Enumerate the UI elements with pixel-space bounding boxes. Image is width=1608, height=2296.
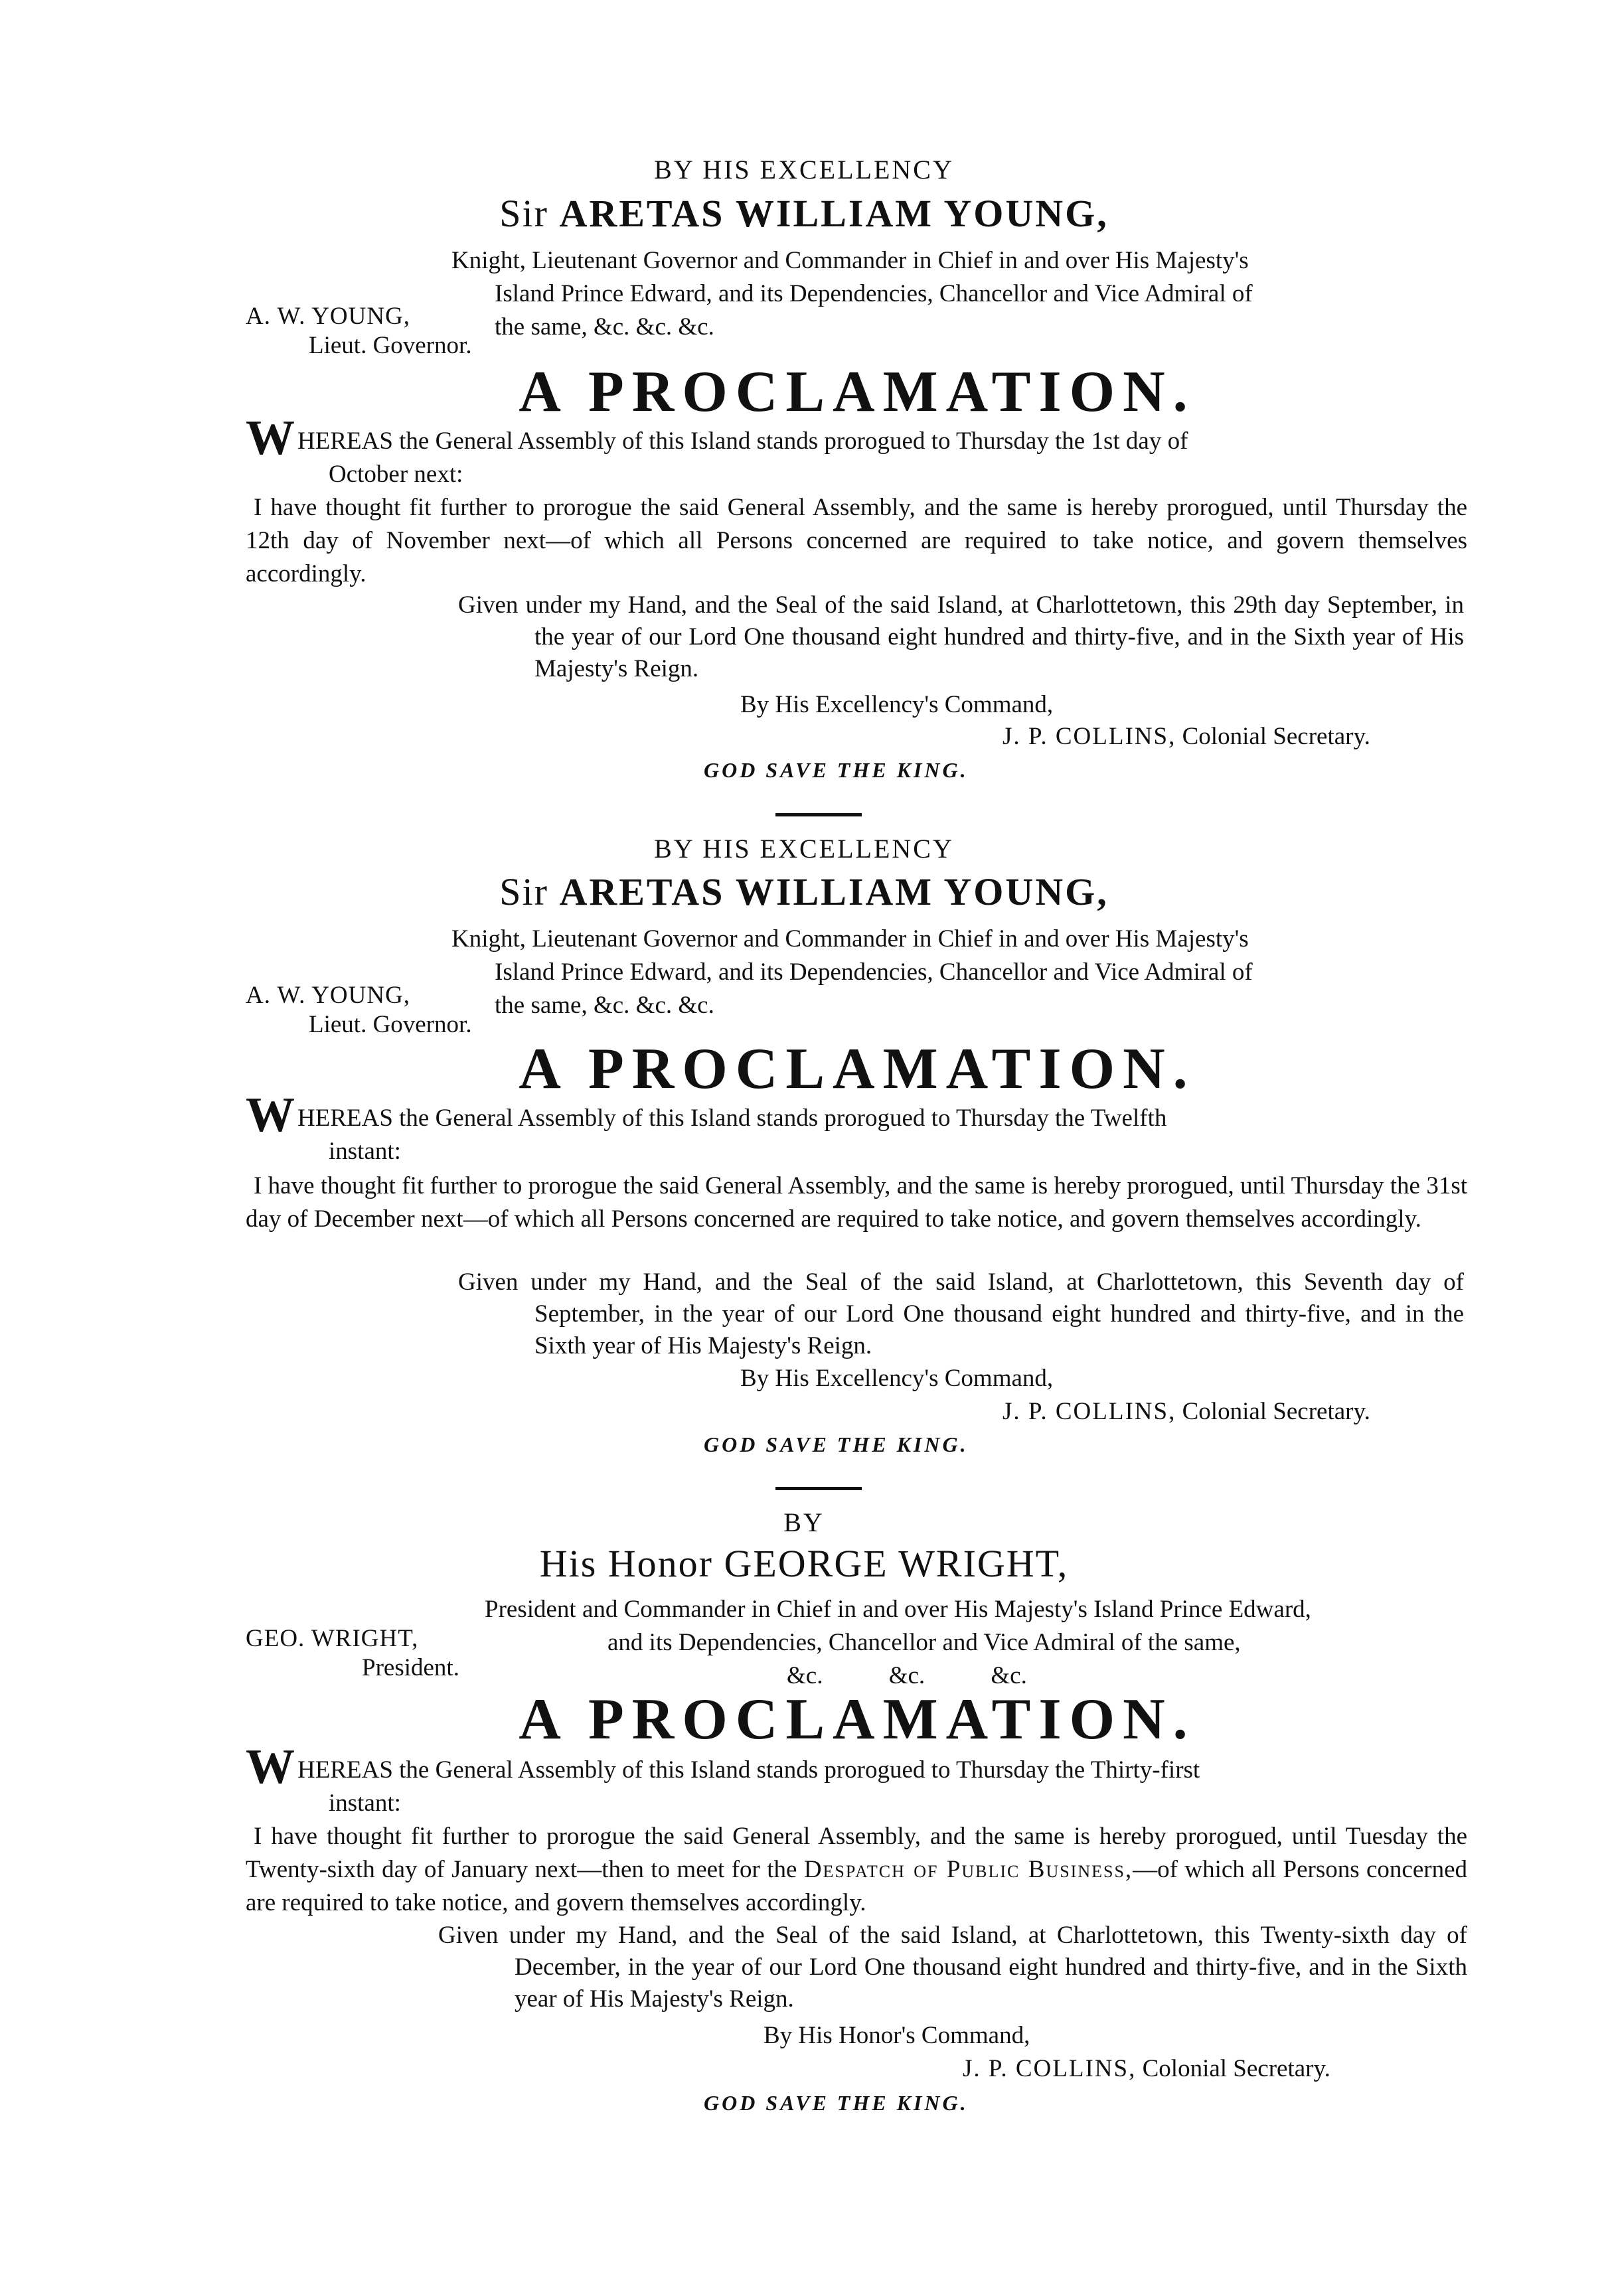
signature-name: A. W. YOUNG, (246, 303, 411, 330)
section-divider (775, 813, 862, 816)
titles-line: Knight, Lieutenant Governor and Commander in Chief in and over His Majesty's (451, 925, 1249, 953)
by-his-excellency: BY HIS EXCELLENCY (654, 155, 954, 185)
given-under-hand (438, 1920, 1467, 2015)
whereas-paragraph (246, 411, 1467, 491)
secretary-name: J. P. COLLINS, (1003, 1398, 1176, 1425)
whereas-drop-cap: W (246, 411, 295, 465)
signature (246, 981, 472, 1039)
whereas-drop-cap: W (246, 1740, 295, 1794)
signature-title: Lieut. Governor. (309, 1011, 472, 1038)
secretary-title: Colonial Secretary. (1182, 1398, 1370, 1425)
titles-line: President and Commander in Chief in and over His Majesty's Island Prince Edward, (485, 1596, 1311, 1623)
secretary (1003, 722, 1370, 751)
section-divider (775, 1487, 862, 1490)
whereas-paragraph (246, 1088, 1467, 1168)
signature-title: Lieut. Governor. (309, 332, 472, 359)
secretary-name: J. P. COLLINS, (1003, 723, 1176, 750)
name-prefix: Sir (499, 192, 548, 235)
titles-line: Island Prince Edward, and its Dependencies, Chancellor and Vice Admiral of (495, 958, 1253, 986)
secretary-name: J. P. COLLINS, (963, 2055, 1137, 2082)
proclamation-body: I have thought fit further to prorogue the said General Assembly, and the same is hereby prorogued, until Thursday the 12th day of November next—of which all Persons concerned are required to take notice, and govern themselves accordingly. (246, 494, 1467, 587)
secretary (963, 2054, 1330, 2083)
whereas-drop-cap: W (246, 1088, 295, 1142)
issuer-name (0, 870, 1608, 914)
god-save-the-king: GOD SAVE THE KING. (704, 758, 969, 782)
whereas-text: HEREAS the General Assembly of this Island stands prorogued to Thursday the Thirty-first (297, 1756, 1200, 1784)
proclamation-body: I have thought fit further to prorogue the said General Assembly, and the same is hereby prorogued, until Thursday the 31st day of December next—of which all Persons concerned are required to take notice, and govern themselves accordingly. (246, 1172, 1467, 1233)
issuer-titles (485, 1593, 1467, 1693)
whereas-line (246, 411, 1467, 465)
given-text: Given under my Hand, and the Seal of the said Island, at Charlottetown, this Twenty-sixth day of December, in the year of our Lord One thousand eight hundred and thirty-five, and in the Sixth year of His Majesty's Reign. (438, 1922, 1467, 2013)
whereas-continuation: instant: (329, 1138, 401, 1165)
issuer-titles (451, 244, 1467, 344)
given-text: Given under my Hand, and the Seal of the said Island, at Charlottetown, this Seventh day of September, in the year of our Lord One thousand eight hundred and thirty-five, and in the Sixth year of His Majesty's Reign. (458, 1268, 1464, 1359)
god-save-the-king: GOD SAVE THE KING. (704, 1432, 969, 1456)
whereas-continuation: instant: (329, 1790, 401, 1817)
signature-name: GEO. WRIGHT, (246, 1625, 419, 1652)
signature-title: President. (362, 1654, 459, 1681)
name-text: GEORGE WRIGHT, (724, 1542, 1069, 1585)
god-save-the-king: GOD SAVE THE KING. (704, 2091, 969, 2115)
issuer-titles (451, 923, 1467, 1022)
name-prefix: Sir (499, 870, 548, 913)
whereas-text: HEREAS the General Assembly of this Island stands prorogued to Thursday the Twelfth (297, 1105, 1167, 1132)
name-text: ARETAS WILLIAM YOUNG, (559, 870, 1109, 913)
titles-line: the same, &c. &c. &c. (495, 313, 714, 341)
command-line: By His Excellency's Command, (740, 1365, 1054, 1392)
command-line: By His Honor's Command, (764, 2022, 1030, 2049)
secretary-title: Colonial Secretary. (1142, 2055, 1330, 2082)
by-his-excellency: BY HIS EXCELLENCY (654, 834, 954, 864)
command-line: By His Excellency's Command, (740, 691, 1054, 718)
name-text: ARETAS WILLIAM YOUNG, (559, 192, 1109, 235)
whereas-paragraph (246, 1740, 1467, 1820)
whereas-continuation: October next: (329, 461, 463, 488)
titles-line: and its Dependencies, Chancellor and Vice Admiral of the same, (607, 1629, 1241, 1656)
titles-line: &c. &c. &c. (787, 1662, 1027, 1689)
titles-line: Island Prince Edward, and its Dependencies, Chancellor and Vice Admiral of (495, 280, 1253, 307)
whereas-line (246, 1740, 1467, 1794)
secretary-title: Colonial Secretary. (1182, 723, 1370, 750)
given-under-hand (458, 1266, 1464, 1362)
proclamation-heading: A PROCLAMATION. (519, 1037, 1196, 1101)
body-text: I have thought fit further to prorogue the said General Assembly, and the same is hereby prorogued, until Tuesday the Twenty-sixth day of January next—then to meet for the (246, 1823, 1467, 1883)
proclamation-heading: A PROCLAMATION. (519, 360, 1196, 424)
issuer-name (0, 1541, 1608, 1586)
body-smallcaps-text: Despatch of Public Business, (803, 1856, 1133, 1883)
issuer-name (0, 191, 1608, 236)
titles-line: the same, &c. &c. &c. (495, 992, 714, 1019)
whereas-line (246, 1088, 1467, 1142)
given-under-hand (458, 589, 1464, 685)
body-text: —of which all Persons concerned are required to take notice, and govern themselves accordingly. (246, 1856, 1468, 1916)
given-text: Given under my Hand, and the Seal of the said Island, at Charlottetown, this 29th day September, in the year of our Lord One thousand eight hundred and thirty-five, and in the Sixth year of His Majesty's Reign. (458, 591, 1464, 682)
by-line: BY (783, 1507, 825, 1537)
proclamation-heading: A PROCLAMATION. (519, 1687, 1196, 1752)
proclamation-body (246, 1820, 1467, 1920)
titles-line: Knight, Lieutenant Governor and Commander in Chief in and over His Majesty's (451, 247, 1249, 274)
signature-name: A. W. YOUNG, (246, 982, 411, 1009)
secretary (1003, 1397, 1370, 1426)
signature (246, 302, 472, 360)
whereas-text: HEREAS the General Assembly of this Island stands prorogued to Thursday the 1st day of (297, 427, 1188, 455)
name-prefix: His Honor (539, 1542, 713, 1585)
signature (246, 1624, 459, 1683)
